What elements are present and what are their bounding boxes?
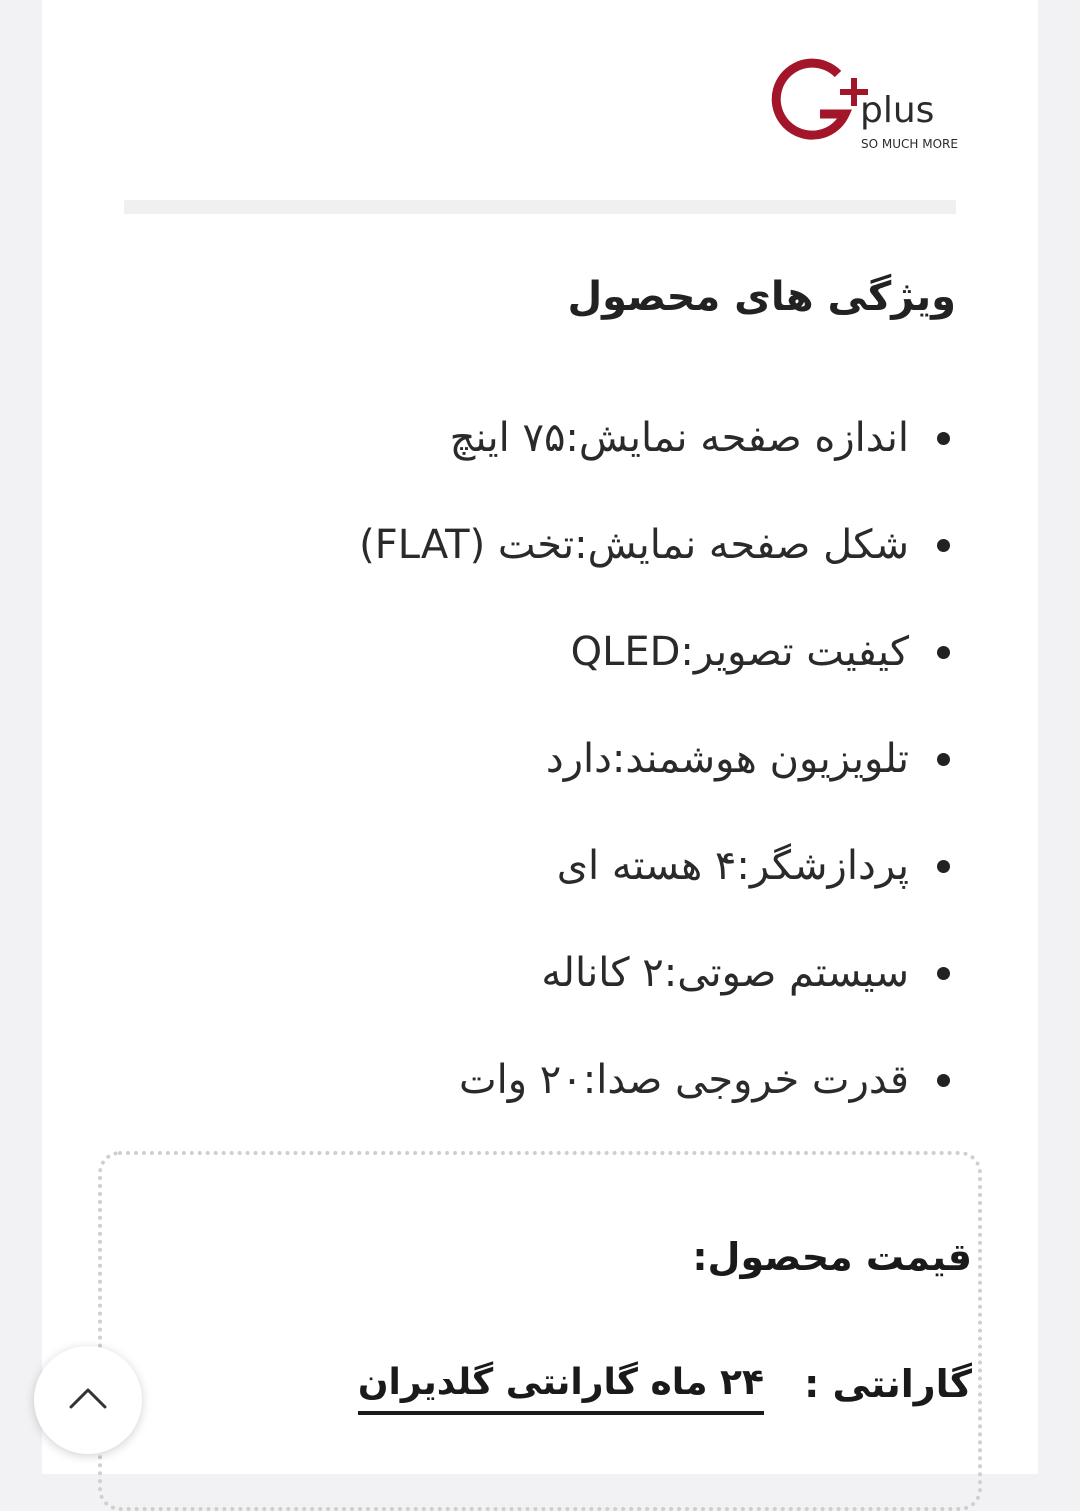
feature-text: کیفیت تصویر:QLED <box>570 629 909 675</box>
bullet-icon <box>937 1074 950 1087</box>
feature-text: اندازه صفحه نمایش:۷۵ اینچ <box>449 415 909 461</box>
feature-text: پردازشگر:۴ هسته ای <box>556 843 909 889</box>
feature-text: قدرت خروجی صدا:۲۰ وات <box>458 1057 909 1103</box>
feature-text: شکل صفحه نمایش:تخت (FLAT) <box>359 522 909 568</box>
chevron-up-icon <box>68 1386 108 1414</box>
warranty-select[interactable]: ۲۴ ماه گارانتی گلدیران <box>358 1362 764 1415</box>
logo-tagline: SO MUCH MORE <box>861 137 958 151</box>
gplus-logo <box>766 56 966 156</box>
logo-word: plus <box>860 90 935 131</box>
bullet-icon <box>937 967 950 980</box>
bullet-icon <box>937 753 950 766</box>
feature-item <box>359 385 950 492</box>
section-divider <box>124 200 956 214</box>
feature-item <box>359 813 950 920</box>
bullet-icon <box>937 432 950 445</box>
warranty-label: گارانتی : <box>804 1362 972 1406</box>
bullet-icon <box>937 860 950 873</box>
price-box <box>98 1151 982 1511</box>
bullet-icon <box>937 539 950 552</box>
feature-item <box>359 1027 950 1134</box>
scroll-to-top-button[interactable] <box>34 1346 142 1454</box>
features-title: ویژگی های محصول <box>567 274 956 320</box>
price-label: قیمت محصول: <box>692 1235 972 1279</box>
bullet-icon <box>937 646 950 659</box>
feature-item <box>359 706 950 813</box>
feature-item <box>359 599 950 706</box>
feature-text: تلویزیون هوشمند:دارد <box>545 736 909 782</box>
feature-item <box>359 920 950 1027</box>
feature-item <box>359 492 950 599</box>
features-list <box>359 385 950 1134</box>
feature-text: سیستم صوتی:۲ کاناله <box>541 950 909 996</box>
